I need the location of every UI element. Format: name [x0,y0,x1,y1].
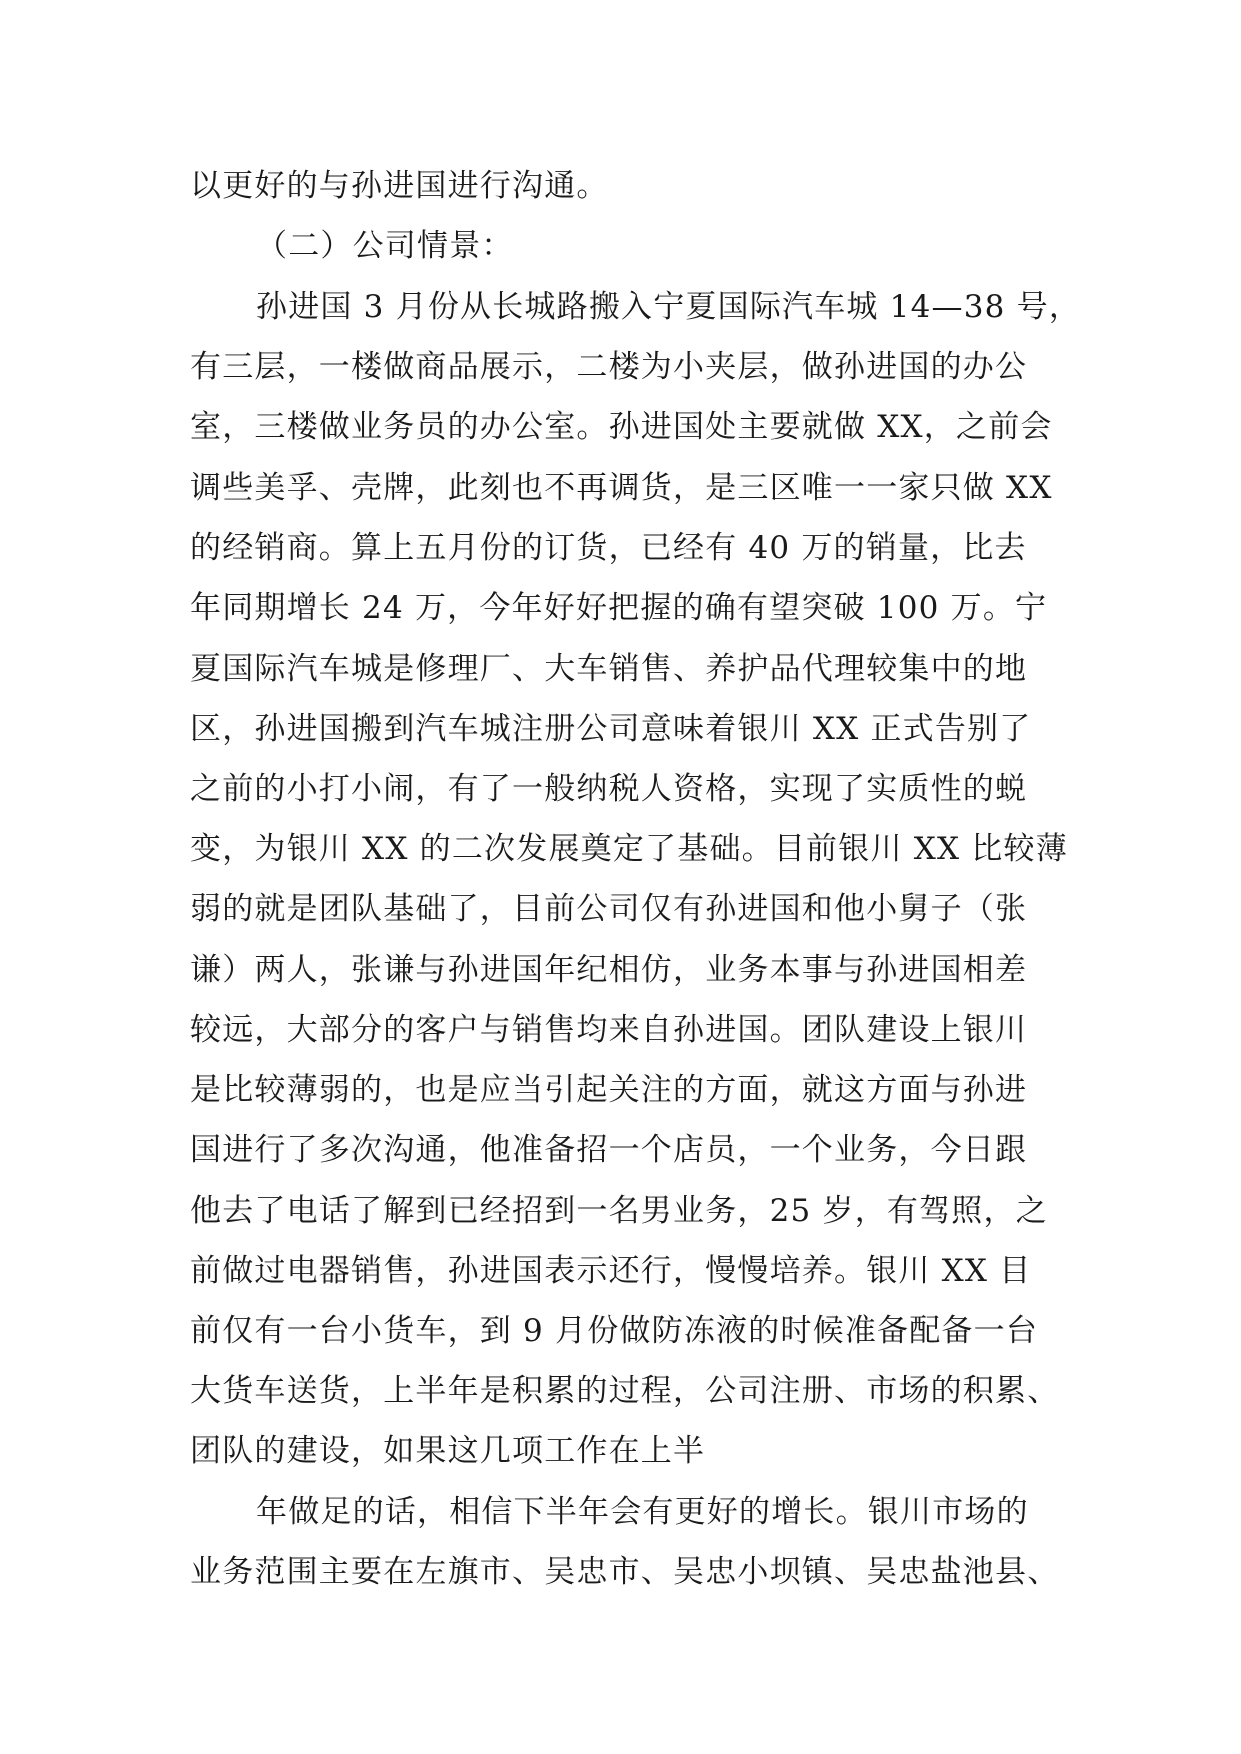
text-line: 之前的小打小闹，有了一般纳税人资格，实现了实质性的蜕 [190,771,1028,807]
text-line: 前做过电器销售，孙进国表示还行，慢慢培养。银川 XX 目 [190,1253,1032,1289]
section-heading: （二）公司情景： [256,228,514,264]
text-line: 较远，大部分的客户与销售均来自孙进国。团队建设上银川 [190,1012,1028,1048]
text-line: 区，孙进国搬到汽车城注册公司意味着银川 XX 正式告别了 [190,711,1032,747]
text-line: 变，为银川 XX 的二次发展奠定了基础。目前银川 XX 比较薄 [190,831,1068,867]
text-line: 国进行了多次沟通，他准备招一个店员，一个业务，今日跟 [190,1132,1028,1168]
text-line: 他去了电话了解到已经招到一名男业务，25 岁，有驾照，之 [190,1193,1048,1229]
text-line: 调些美孚、壳牌，此刻也不再调货，是三区唯一一家只做 XX [190,470,1053,506]
text-line: 以更好的与孙进国进行沟通。 [190,168,609,204]
text-line: 是比较薄弱的，也是应当引起关注的方面，就这方面与孙进 [190,1072,1028,1108]
text-line: 孙进国 3 月份从长城路搬入宁夏国际汽车城 14—38 号， [256,289,1082,325]
text-line: 年做足的话，相信下半年会有更好的增长。银川市场的 [256,1494,1029,1530]
text-line: 弱的就是团队基础了，目前公司仅有孙进国和他小舅子（张 [190,891,1028,927]
text-line: 夏国际汽车城是修理厂、大车销售、养护品代理较集中的地 [190,651,1028,687]
text-line: 团队的建设，如果这几项工作在上半 [190,1433,706,1469]
text-line: 谦）两人，张谦与孙进国年纪相仿，业务本事与孙进国相差 [190,952,1028,988]
text-line: 大货车送货，上半年是积累的过程，公司注册、市场的积累、 [190,1373,1060,1409]
text-line: 业务范围主要在左旗市、吴忠市、吴忠小坝镇、吴忠盐池县、 [190,1554,1060,1590]
text-line: 室，三楼做业务员的办公室。孙进国处主要就做 XX，之前会 [190,409,1053,445]
text-line: 有三层，一楼做商品展示，二楼为小夹层，做孙进国的办公 [190,349,1028,385]
text-line: 年同期增长 24 万，今年好好把握的确有望突破 100 万。宁 [190,590,1048,626]
text-line: 的经销商。算上五月份的订货，已经有 40 万的销量，比去 [190,530,1027,566]
text-line: 前仅有一台小货车，到 9 月份做防冻液的时候准备配备一台 [190,1313,1039,1349]
